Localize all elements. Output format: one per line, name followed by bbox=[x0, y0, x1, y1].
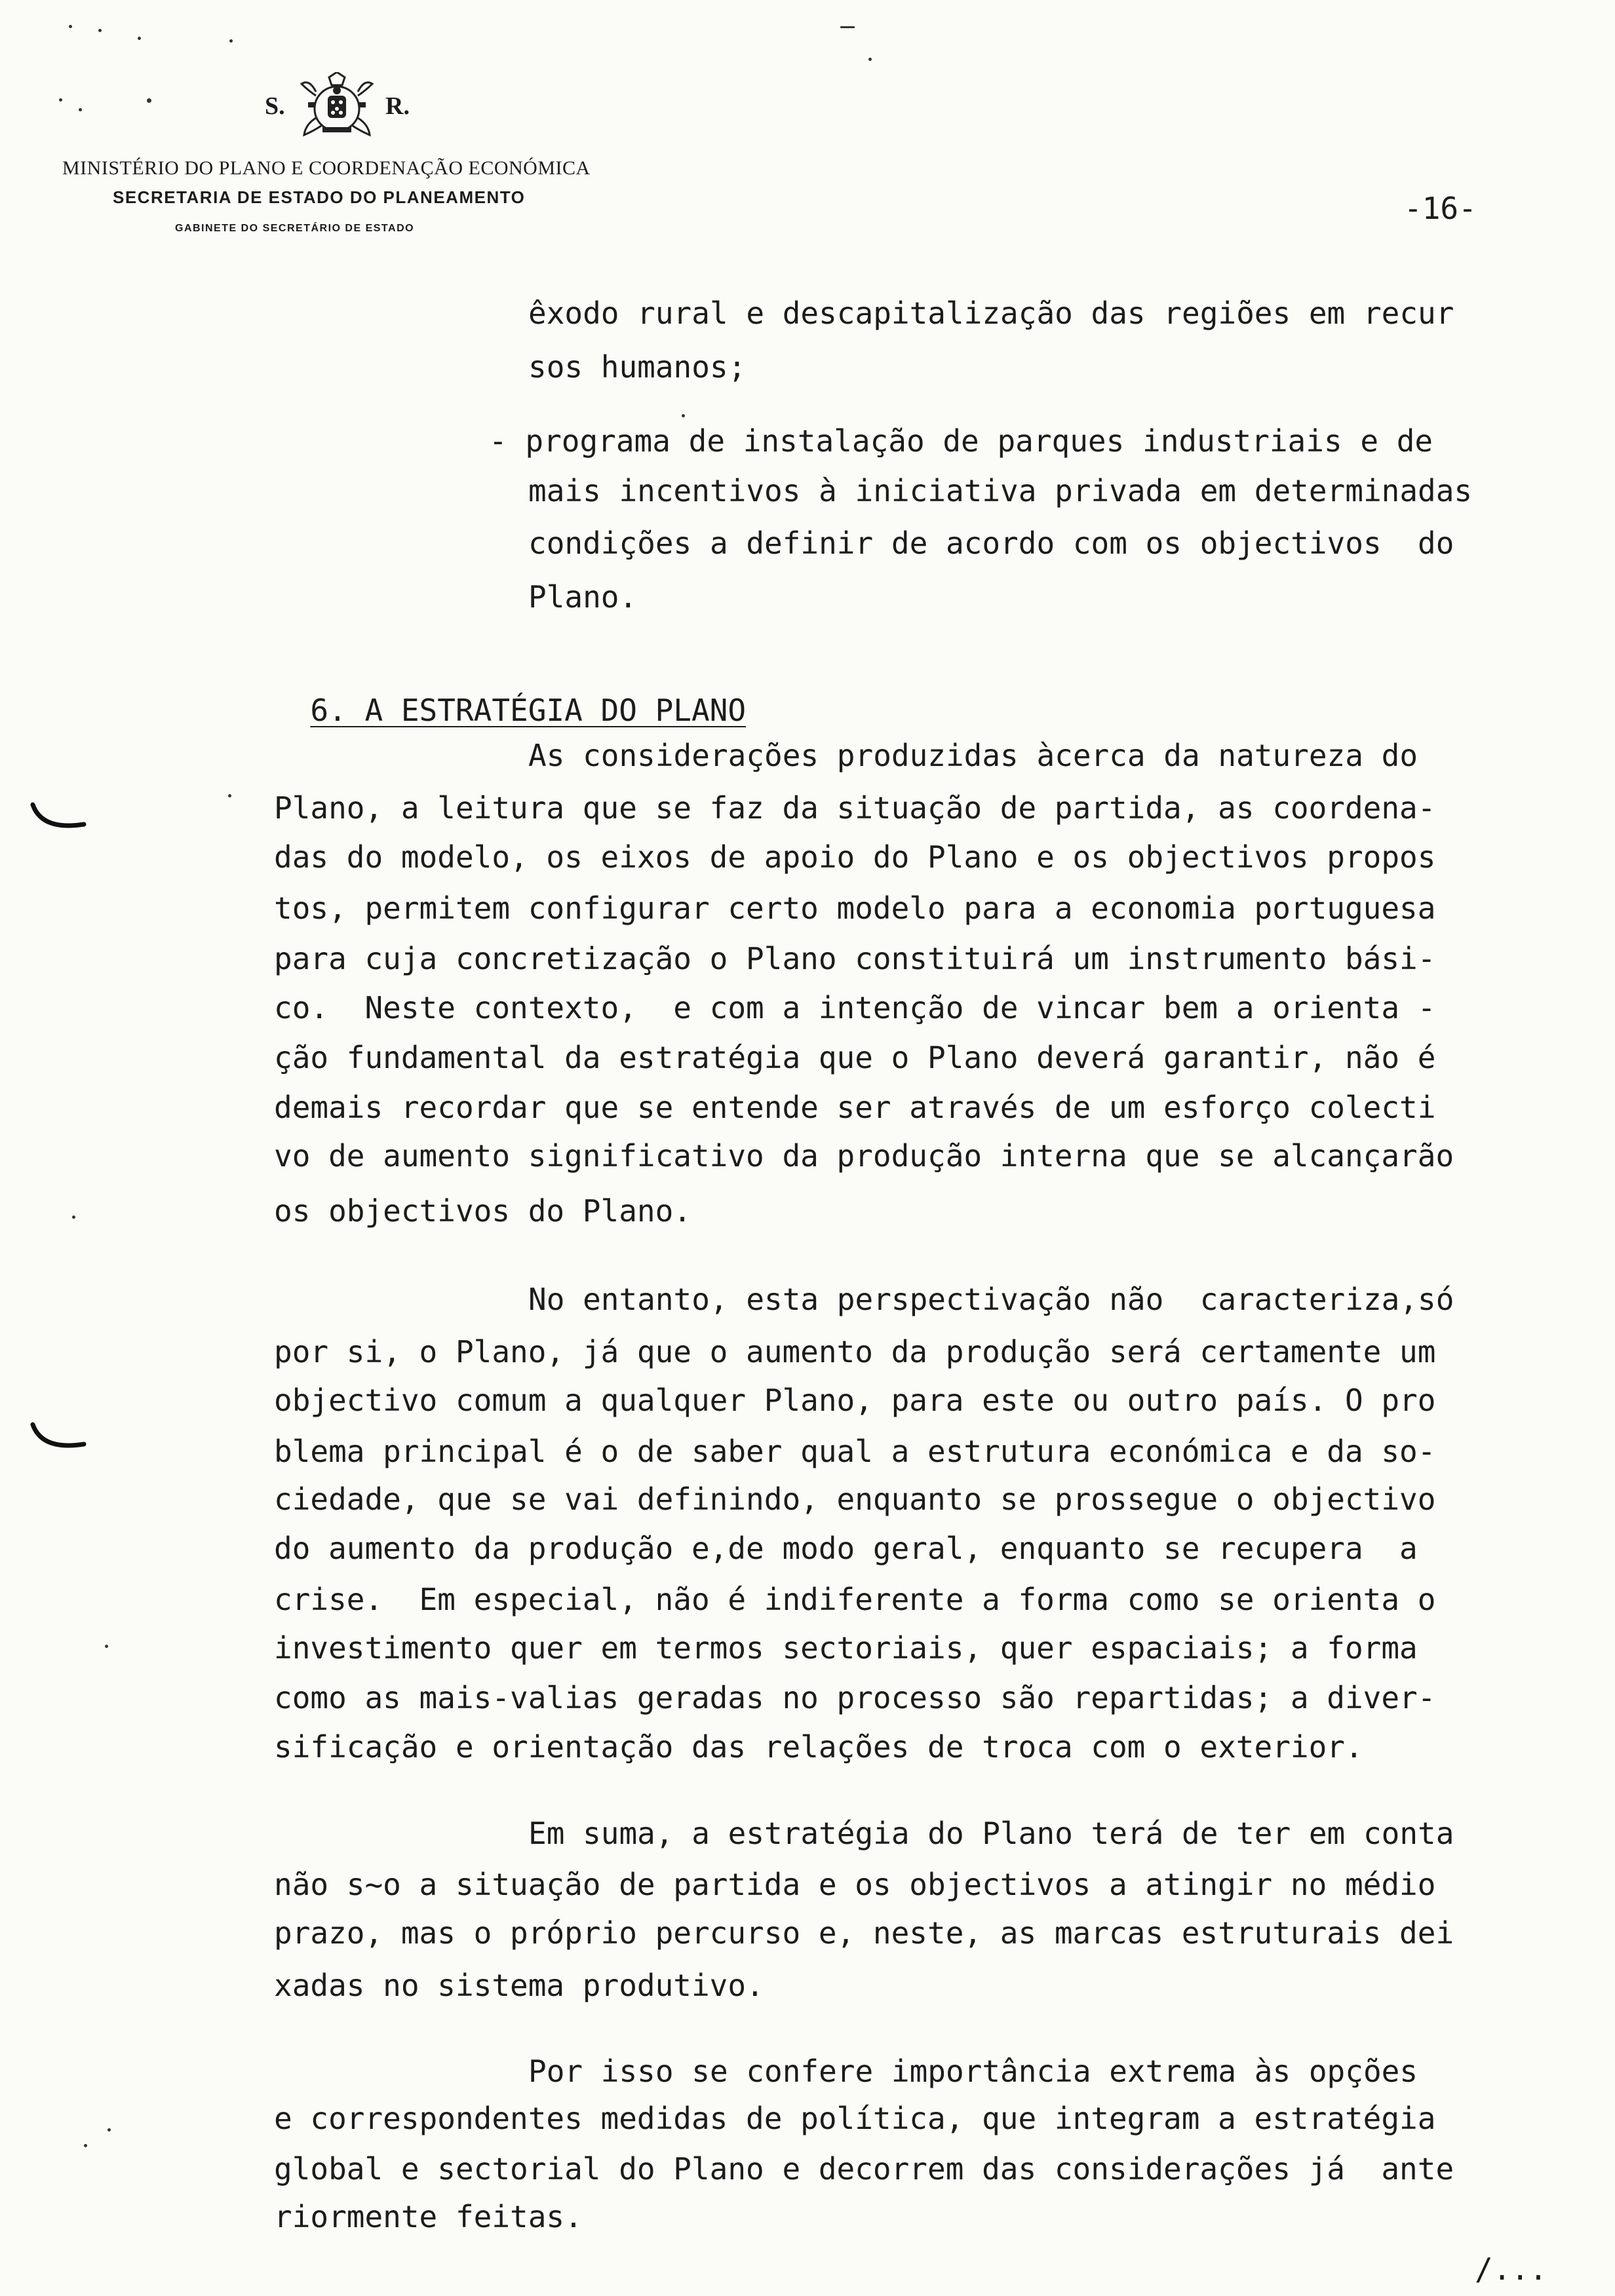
list-item: - programa de instalação de parques industriais e de bbox=[489, 423, 1433, 459]
text-line: como as mais-valias geradas no processo são repartidas; a diver- bbox=[274, 1680, 1436, 1715]
text-line: demais recordar que se entende ser através de um esforço colecti bbox=[274, 1090, 1436, 1125]
text-line: Plano, a leitura que se faz da situação de partida, as coordena- bbox=[274, 790, 1436, 826]
text-line: os objectivos do Plano. bbox=[274, 1193, 691, 1229]
text-line: do aumento da produção e,de modo geral, enquanto se recupera a bbox=[274, 1531, 1418, 1566]
binder-hole-mark bbox=[29, 1421, 88, 1456]
text-line: para cuja concretização o Plano constituirá um instrumento bási- bbox=[274, 941, 1436, 976]
section-heading: 6. A ESTRATÉGIA DO PLANO bbox=[310, 693, 747, 728]
text-line: ciedade, que se vai definindo, enquanto se prossegue o objectivo bbox=[274, 1482, 1436, 1517]
text-line: Em suma, a estratégia do Plano terá de ter em conta bbox=[528, 1816, 1454, 1851]
text-line: das do modelo, os eixos de apoio do Plano e os objectivos propos bbox=[274, 839, 1436, 875]
text-line: crise. Em especial, não é indiferente a forma como se orienta o bbox=[274, 1582, 1436, 1617]
text-line: tos, permitem configurar certo modelo para a economia portuguesa bbox=[274, 890, 1436, 926]
text-line: prazo, mas o próprio percurso e, neste, as marcas estruturais dei bbox=[274, 1915, 1454, 1951]
text-line: condições a definir de acordo com os objectivos do bbox=[528, 526, 1454, 561]
letterhead-s: S. bbox=[265, 92, 285, 120]
text-line: As considerações produzidas àcerca da natureza do bbox=[528, 738, 1418, 773]
binder-hole-mark bbox=[29, 801, 88, 836]
text-line: co. Neste contexto, e com a intenção de vincar bem a orienta - bbox=[274, 990, 1436, 1025]
text-line: objectivo comum a qualquer Plano, para este ou outro país. O pro bbox=[274, 1383, 1436, 1418]
continuation-mark: /... bbox=[1475, 2251, 1547, 2287]
text-line: global e sectorial do Plano e decorrem das considerações já ante bbox=[274, 2151, 1454, 2187]
text-line: sos humanos; bbox=[528, 349, 747, 385]
text-line: Plano. bbox=[528, 579, 638, 615]
text-line: xadas no sistema produtivo. bbox=[274, 1968, 764, 2003]
cabinet-name: GABINETE DO SECRETÁRIO DE ESTADO bbox=[175, 223, 415, 234]
text-line: ção fundamental da estratégia que o Plano deverá garantir, não é bbox=[274, 1040, 1436, 1075]
text-line: e correspondentes medidas de política, que integram a estratégia bbox=[274, 2101, 1436, 2136]
text-line: não s~o a situação de partida e os objectivos a atingir no médio bbox=[274, 1867, 1436, 1902]
text-line: por si, o Plano, já que o aumento da produção será certamente um bbox=[274, 1334, 1436, 1369]
ministry-name: MINISTÉRIO DO PLANO E COORDENAÇÃO ECONÓMICA bbox=[62, 157, 591, 179]
text-line: êxodo rural e descapitalização das regiões em recur bbox=[528, 296, 1454, 331]
text-line: blema principal é o de saber qual a estrutura económica e da so- bbox=[274, 1434, 1436, 1469]
text-line: No entanto, esta perspectivação não caracteriza,só bbox=[528, 1282, 1454, 1317]
text-line: mais incentivos à iniciativa privada em determinadas bbox=[528, 473, 1473, 508]
text-line: sificação e orientação das relações de troca com o exterior. bbox=[274, 1729, 1363, 1765]
page-number: -16- bbox=[1404, 191, 1477, 226]
text-line: investimento quer em termos sectoriais, quer espaciais; a forma bbox=[274, 1630, 1418, 1666]
secretariat-name: SECRETARIA DE ESTADO DO PLANEAMENTO bbox=[113, 187, 526, 207]
text-line: vo de aumento significativo da produção interna que se alcançarão bbox=[274, 1138, 1454, 1174]
coat-of-arms-emblem bbox=[296, 72, 378, 140]
letterhead-r: R. bbox=[385, 92, 410, 120]
text-line: riormente feitas. bbox=[274, 2199, 583, 2234]
text-line: Por isso se confere importância extrema às opções bbox=[528, 2054, 1418, 2089]
